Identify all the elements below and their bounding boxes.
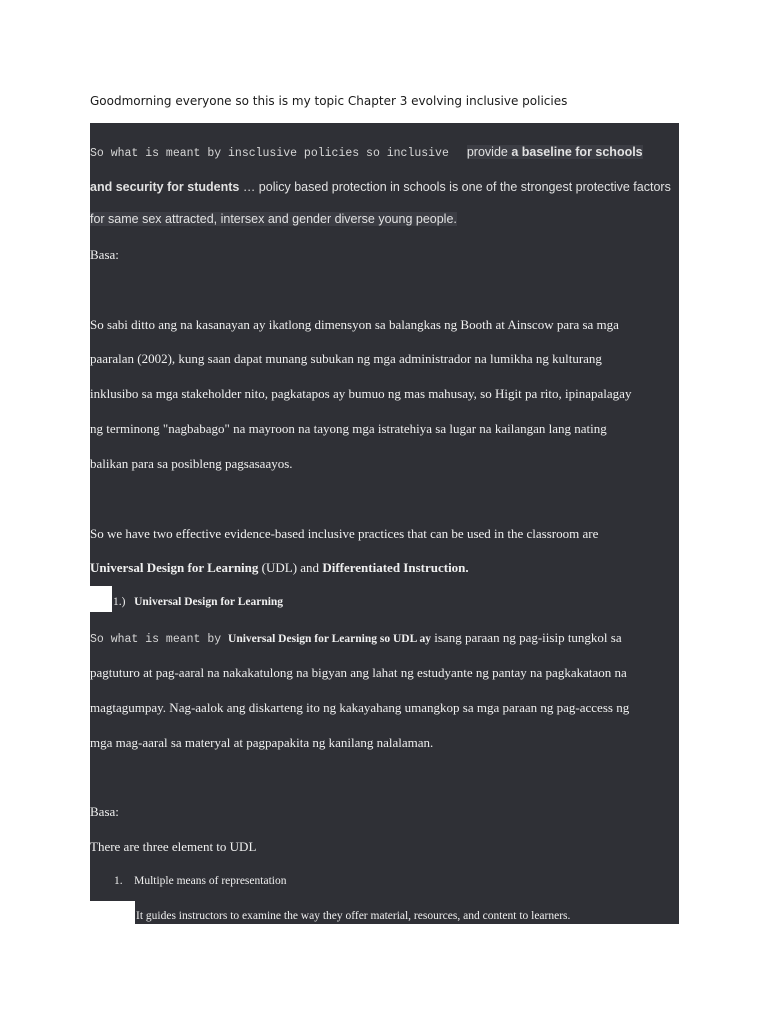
basa-label-2: Basa: [90,804,119,819]
dark-content-panel [90,123,679,924]
element-label: Multiple means of representation [134,875,287,887]
element-indent-block [90,901,135,925]
para1-mono-lead: So what is meant by insclusive policies so inclusive [90,147,449,160]
element-item-1 [114,875,286,887]
element-number: 1. [114,875,123,887]
para1-bold-b: and security for students [90,180,240,194]
para1-normal-a: provide [466,145,512,159]
list-item-label: Universal Design for Learning [134,596,284,608]
practices-line-2 [90,560,469,576]
para1-line2 [90,178,671,196]
udl-def-rest: isang paraan ng pag-iisip tungkol sa [431,630,622,645]
udl-def-line-1 [90,629,622,647]
para1-bold-a: a baseline for schools [511,145,643,159]
elements-intro: There are three element to UDL [90,839,257,854]
basa-label-1: Basa: [90,247,119,262]
udl-def-bold: Universal Design for Learning so UDL ay [228,633,431,645]
tagalog-line-2: paaralan (2002), kung saan dapat munang subukan ng mga administrador na lumikha ng kulturang [90,351,602,366]
tagalog-line-5: balikan para sa posibleng pagsasaayos. [90,456,293,471]
list-indent-block [90,586,112,612]
list-item-udl [113,596,283,608]
list-item-number: 1.) [113,596,126,608]
tagalog-line-3: inklusibo sa mga stakeholder nito, pagkatapos ay bumuo ng mas mahusay, so Higit pa rito, ipinapalagay [90,386,632,401]
udl-def-line-3: magtagumpay. Nag-aalok ang diskarteng ito ng kakayahang umangkop sa mga paraan ng pag-access ng [90,700,630,715]
udl-def-mono-lead: So what is meant by [90,633,229,646]
udl-def-line-2: pagtuturo at pag-aaral na nakakatulong na bigyan ang lahat ng estudyante ng pantay na pagkakataon na [90,665,627,680]
udl-abbr: (UDL) and [258,560,323,575]
para1-normal-b: … policy based protection in schools is one of the strongest protective factors [239,180,671,194]
page-title: Goodmorning everyone so this is my topic Chapter 3 evolving inclusive policies [90,94,568,108]
tagalog-line-1: So sabi ditto ang na kasanayan ay ikatlong dimensyon sa balangkas ng Booth at Ainscow para sa mga [90,317,619,332]
para1-line1 [90,143,643,161]
practices-line-1: So we have two effective evidence-based inclusive practices that can be used in the classroom are [90,526,599,541]
udl-def-line-4: mga mag-aaral sa materyal at pagpapakita ng kanilang nalalaman. [90,735,434,750]
udl-bold: Universal Design for Learning [90,560,259,575]
tagalog-line-4: ng terminong "nagbabago" na mayroon na tayong mga istratehiya sa lugar na kailangan lang nating [90,421,607,436]
element-desc: It guides instructors to examine the way they offer material, resources, and content to learners. [136,910,571,922]
di-bold: Differentiated Instruction. [322,560,469,575]
para1-line3: for same sex attracted, intersex and gender diverse young people. [90,212,457,226]
